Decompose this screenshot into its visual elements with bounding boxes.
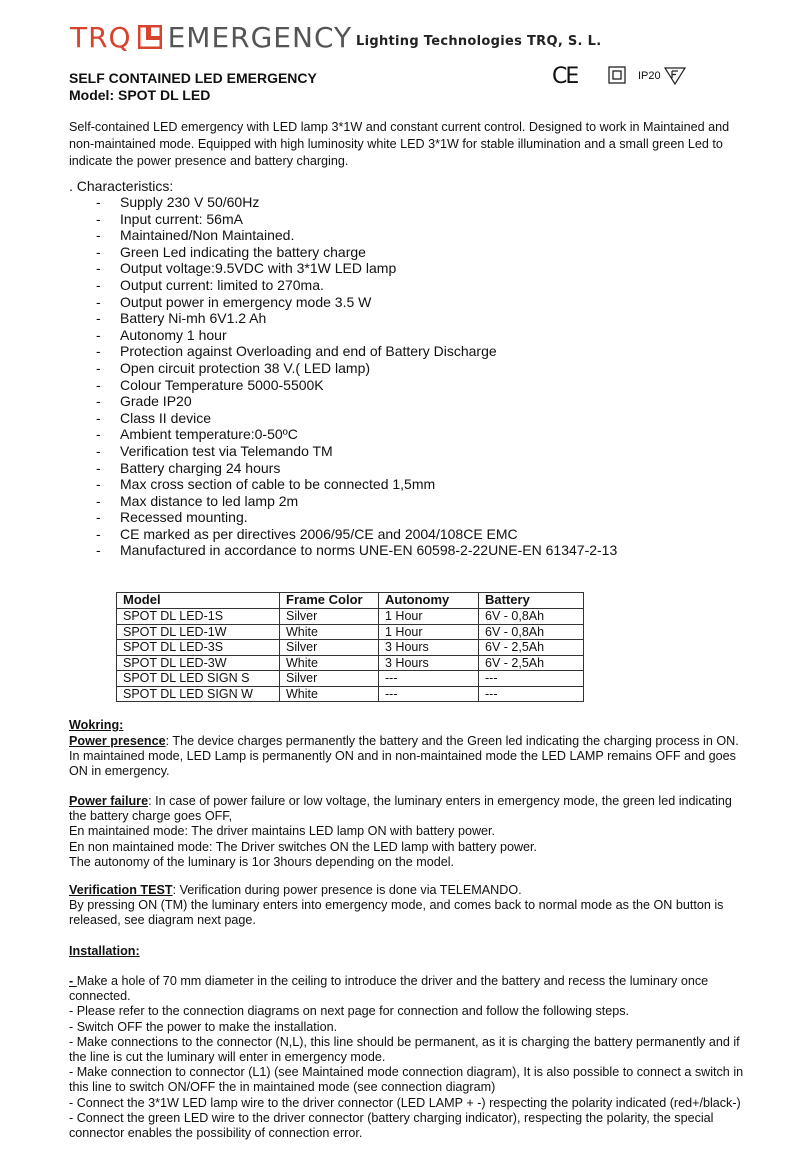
bullet-dash: - xyxy=(96,343,101,360)
table-cell: SPOT DL LED-3S xyxy=(117,640,280,656)
characteristic-item xyxy=(96,476,617,493)
table-header: Battery xyxy=(479,593,584,609)
table-header: Autonomy xyxy=(379,593,479,609)
characteristic-text: Supply 230 V 50/60Hz xyxy=(120,194,260,210)
bullet-dash: - xyxy=(96,260,101,277)
table-cell: Silver xyxy=(280,671,379,687)
characteristic-text: Green Led indicating the battery charge xyxy=(120,243,366,260)
characteristic-text: Output voltage:9.5VDC with 3*1W LED lamp xyxy=(120,260,397,277)
characteristic-item xyxy=(96,360,617,377)
characteristic-item xyxy=(96,227,617,244)
characteristic-item xyxy=(96,410,617,427)
table-cell: Silver xyxy=(280,640,379,656)
document-title: SELF CONTAINED LED EMERGENCY xyxy=(69,70,317,86)
characteristic-text: Output current: limited to 270ma. xyxy=(120,276,324,293)
table-cell: 6V - 2,5Ah xyxy=(479,655,584,671)
table-cell: --- xyxy=(479,671,584,687)
verification-text: : Verification during power presence is done via TELEMANDO. xyxy=(172,883,522,897)
table-row xyxy=(117,686,584,702)
characteristic-text: Battery charging 24 hours xyxy=(120,459,281,476)
bullet-dash: - xyxy=(96,409,101,426)
table-cell: 6V - 0,8Ah xyxy=(479,624,584,640)
table-cell: SPOT DL LED-1S xyxy=(117,609,280,625)
bullet-dash: - xyxy=(96,542,101,559)
logo-emergency-text: EMERGENCY xyxy=(167,20,353,54)
company-logo xyxy=(70,20,352,54)
characteristic-item xyxy=(96,460,617,477)
characteristic-item xyxy=(96,211,617,228)
table-cell: 1 Hour xyxy=(379,609,479,625)
bullet-dash: - xyxy=(96,227,101,244)
verification-paragraph xyxy=(69,883,749,929)
characteristic-item xyxy=(96,393,617,410)
characteristic-item xyxy=(96,294,617,311)
bullet-dash: - xyxy=(96,293,101,310)
bullet-dash: - xyxy=(96,310,101,327)
installation-step: - Make connections to the connector (N,L), this line should be permanent, as it is charging the battery permanently and if the line is cut the luminary will enter in emergency mode. xyxy=(69,1034,740,1065)
characteristic-item xyxy=(96,310,617,327)
bullet-dash: - xyxy=(96,476,101,493)
installation-step: - Make a hole of 70 mm diameter in the ceiling to introduce the driver and the battery and recess the luminary once connected. xyxy=(69,974,709,1004)
bullet-dash: - xyxy=(96,243,101,260)
table-cell: White xyxy=(280,624,379,640)
installation-step: - Please refer to the connection diagrams on next page for connection and follow the following steps. xyxy=(69,1004,630,1019)
characteristic-text: Max distance to led lamp 2m xyxy=(120,492,299,509)
characteristic-item xyxy=(96,526,617,543)
ip-rating: IP20 xyxy=(638,70,661,82)
installation-step: - Switch OFF the power to make the installation. xyxy=(69,1019,338,1034)
table-row xyxy=(117,671,584,687)
characteristic-text: Recessed mounting. xyxy=(120,509,248,526)
bullet-dash: - xyxy=(96,276,101,293)
ce-mark: CE xyxy=(552,64,578,89)
power-presence-paragraph xyxy=(69,734,749,780)
table-cell: 3 Hours xyxy=(379,640,479,656)
intro-paragraph: Self-contained LED emergency with LED lamp 3*1W and constant current control. Designed to work in Maintained and non-maintained mode. Equipped with high luminosity white LED 3*1W for stable illumination and a small green Led to indicate the power presence and battery charging. xyxy=(69,120,730,168)
verification-line: By pressing ON (TM) the luminary enters into emergency mode, and comes back to normal mode as the ON button is released, see diagram next page. xyxy=(69,898,724,928)
installation-steps xyxy=(69,974,749,1141)
power-failure-line: The autonomy of the luminary is 1or 3hours depending on the model. xyxy=(69,854,455,869)
table-cell: --- xyxy=(379,671,479,687)
characteristic-item xyxy=(96,377,617,394)
table-row xyxy=(117,609,584,625)
table-cell: SPOT DL LED SIGN S xyxy=(117,671,280,687)
table-cell: 1 Hour xyxy=(379,624,479,640)
table-cell: Silver xyxy=(280,609,379,625)
table-cell: 6V - 2,5Ah xyxy=(479,640,584,656)
table-cell: --- xyxy=(379,686,479,702)
characteristic-text: Colour Temperature 5000-5500K xyxy=(120,376,324,393)
characteristic-item xyxy=(96,426,617,443)
characteristic-text: Grade IP20 xyxy=(120,393,192,410)
installation-step: - Connect the 3*1W LED lamp wire to the driver connector (LED LAMP + -) respecting the polarity indicated (red+/black-) xyxy=(69,1095,741,1110)
table-cell: SPOT DL LED-1W xyxy=(117,624,280,640)
characteristics-list xyxy=(96,194,617,559)
characteristic-text: Autonomy 1 hour xyxy=(120,326,227,343)
characteristic-item xyxy=(96,327,617,344)
table-cell: 3 Hours xyxy=(379,655,479,671)
power-failure-line: En maintained mode: The driver maintains LED lamp ON with battery power. xyxy=(69,824,496,839)
table-header: Frame Color xyxy=(280,593,379,609)
table-cell: SPOT DL LED SIGN W xyxy=(117,686,280,702)
power-failure-paragraph xyxy=(69,794,749,870)
bullet-dash: - xyxy=(96,326,101,343)
model-title: Model: SPOT DL LED xyxy=(69,87,211,103)
bullet-dash: - xyxy=(96,442,101,459)
characteristic-item xyxy=(96,260,617,277)
characteristic-text: Output power in emergency mode 3.5 W xyxy=(120,293,372,310)
characteristic-text: Class II device xyxy=(120,409,212,426)
bullet-dash: - xyxy=(96,376,101,393)
bullet-dash: - xyxy=(96,509,101,526)
working-title: Wokring: xyxy=(69,718,124,732)
characteristic-text: Battery Ni-mh 6V1.2 Ah xyxy=(120,310,267,327)
power-presence-text: : The device charges permanently the battery and the Green led indicating the charging process in ON. In maintained mode, LED Lamp is permanently ON and in non-maintained mode the LED LAMP remains OFF and goes ON in emergency. xyxy=(69,734,739,779)
table-row xyxy=(117,624,584,640)
table-header: Model xyxy=(117,593,280,609)
characteristic-item xyxy=(96,343,617,360)
characteristic-item xyxy=(96,244,617,261)
logo-trq-text: TRQ xyxy=(70,20,132,54)
power-failure-line: En non maintained mode: The Driver switches ON the LED lamp with battery power. xyxy=(69,839,538,854)
characteristic-text: Open circuit protection 38 V.( LED lamp) xyxy=(120,359,371,376)
characteristic-text: CE marked as per directives 2006/95/CE and 2004/108CE EMC xyxy=(120,525,518,542)
power-failure-label: Power failure xyxy=(69,794,149,808)
bullet-dash: - xyxy=(96,426,101,443)
table-cell: --- xyxy=(479,686,584,702)
characteristic-item xyxy=(96,509,617,526)
bullet-dash: - xyxy=(96,492,101,509)
power-presence-label: Power presence xyxy=(69,734,166,748)
installation-step: - Connect the green LED wire to the driver connector (battery charging indicator), respecting the polarity, the special connector enables the possibility of connection error. xyxy=(69,1110,714,1141)
bullet-dash: - xyxy=(96,393,101,410)
verification-label: Verification TEST xyxy=(69,883,173,897)
characteristic-text: Protection against Overloading and end of Battery Discharge xyxy=(120,343,497,360)
characteristic-item xyxy=(96,443,617,460)
installation-title: Installation: xyxy=(69,944,140,958)
bullet-dash: - xyxy=(96,210,101,227)
table-row xyxy=(117,640,584,656)
characteristic-text: Manufactured in accordance to norms UNE-EN 60598-2-22UNE-EN 61347-2-13 xyxy=(120,542,618,559)
bullet-dash: - xyxy=(96,459,101,476)
characteristic-item xyxy=(96,277,617,294)
bullet-dash: - xyxy=(96,525,101,542)
f-mark-icon xyxy=(664,67,686,85)
bullet-dash: - xyxy=(96,359,101,376)
class-ii-icon xyxy=(608,66,626,84)
characteristic-text: Maintained/Non Maintained. xyxy=(120,227,295,244)
table-cell: White xyxy=(280,655,379,671)
table-cell: 6V - 0,8Ah xyxy=(479,609,584,625)
characteristic-item xyxy=(96,194,617,211)
table-row xyxy=(117,655,584,671)
model-table xyxy=(116,592,584,702)
characteristic-text: Verification test via Telemando TM xyxy=(120,442,333,459)
characteristic-item xyxy=(96,542,617,559)
characteristic-text: Ambient temperature:0-50ºC xyxy=(120,426,298,443)
power-failure-text: : In case of power failure or low voltage, the luminary enters in emergency mode, the green led indicating the battery charge goes OFF, xyxy=(69,794,732,824)
characteristic-text: Max cross section of cable to be connected 1,5mm xyxy=(120,476,436,493)
logo-mark-icon xyxy=(138,25,162,49)
installation-step: - Make connection to connector (L1) (see Maintained mode connection diagram), It is also possible to connect a switch in this line to switch ON/OFF the in maintained mode (see connection diagram) xyxy=(69,1065,744,1095)
characteristics-title: . Characteristics: xyxy=(69,178,174,194)
table-cell: SPOT DL LED-3W xyxy=(117,655,280,671)
company-name: Lighting Technologies TRQ, S. L. xyxy=(356,34,602,49)
bullet-dash: - xyxy=(96,194,101,210)
table-header-row xyxy=(117,593,584,609)
characteristic-text: Input current: 56mA xyxy=(120,210,243,227)
characteristic-item xyxy=(96,493,617,510)
table-cell: White xyxy=(280,686,379,702)
